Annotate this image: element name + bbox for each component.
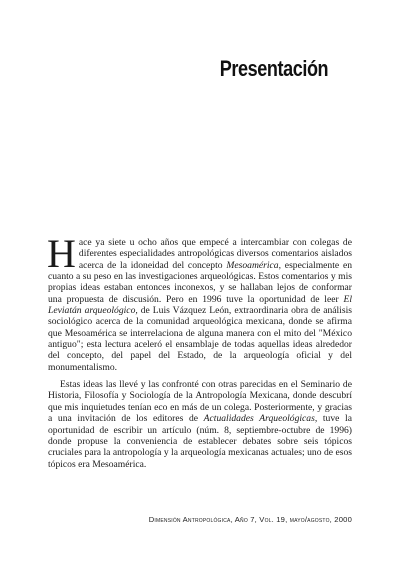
text-segment: tuve la oportunidad de escribir un artículo (núm. 8, septiembre-octubre de 1996) donde propuse la conveniencia de establecer debates sobre seis tópicos cruciales para la antropología y la arqueología mexicanas actuales; uno de esos tópicos era Mesoamérica. [48,413,352,470]
paragraph-1 [47,231,352,373]
page-title: Presentación [219,56,328,81]
italic-title: Actualidades Arqueológicas, [203,413,318,425]
article-body [47,231,352,470]
paragraph-2 [48,379,352,470]
italic-title: El Leviatán arqueológico, [48,293,352,317]
running-footer: Dimensión Antropológica, Año 7, Vol. 19, mayo/agosto, 2000 [148,515,352,524]
text-segment: Estas ideas las llevé y las confronté con otras parecidas en el Seminario de Historia, Filosofía y Sociología de la Antropología Mexicana, donde descubrí que mis inquietudes tenían eco en más de un colega. Posteriormente, y gracias a una invitación de los editores de [48,379,352,425]
text-segment: de Luis Vázquez León, extraordinaria obra de análisis sociológico acerca de la comunidad arqueológica mexicana, donde se afirma que Mesoamérica se interrelaciona de alguna manera con el mito del "México antiguo"; esta lectura aceleró el ensamblaje de todas aquellas ideas alrededor del concepto, del papel del Estado, de la arqueología oficial y del monumentalismo. [48,305,352,373]
italic-title: Mesoamérica, [226,259,281,271]
text-segment: especialmente en cuanto a su peso en las investigaciones arqueológicas. Estos comentarios y mis propias ideas estaban entonces inconexos, y se hallaban lejos de conformar una propuesta de discusión. Pero en 1996 tuve la oportunidad de leer [48,259,352,305]
drop-cap: H [47,231,76,276]
text-segment: ace ya siete u ocho años que empecé a intercambiar con colegas de diferentes especialidades antropológicas diversos comentarios aislados acerca de la idoneidad del concepto [78,237,352,271]
